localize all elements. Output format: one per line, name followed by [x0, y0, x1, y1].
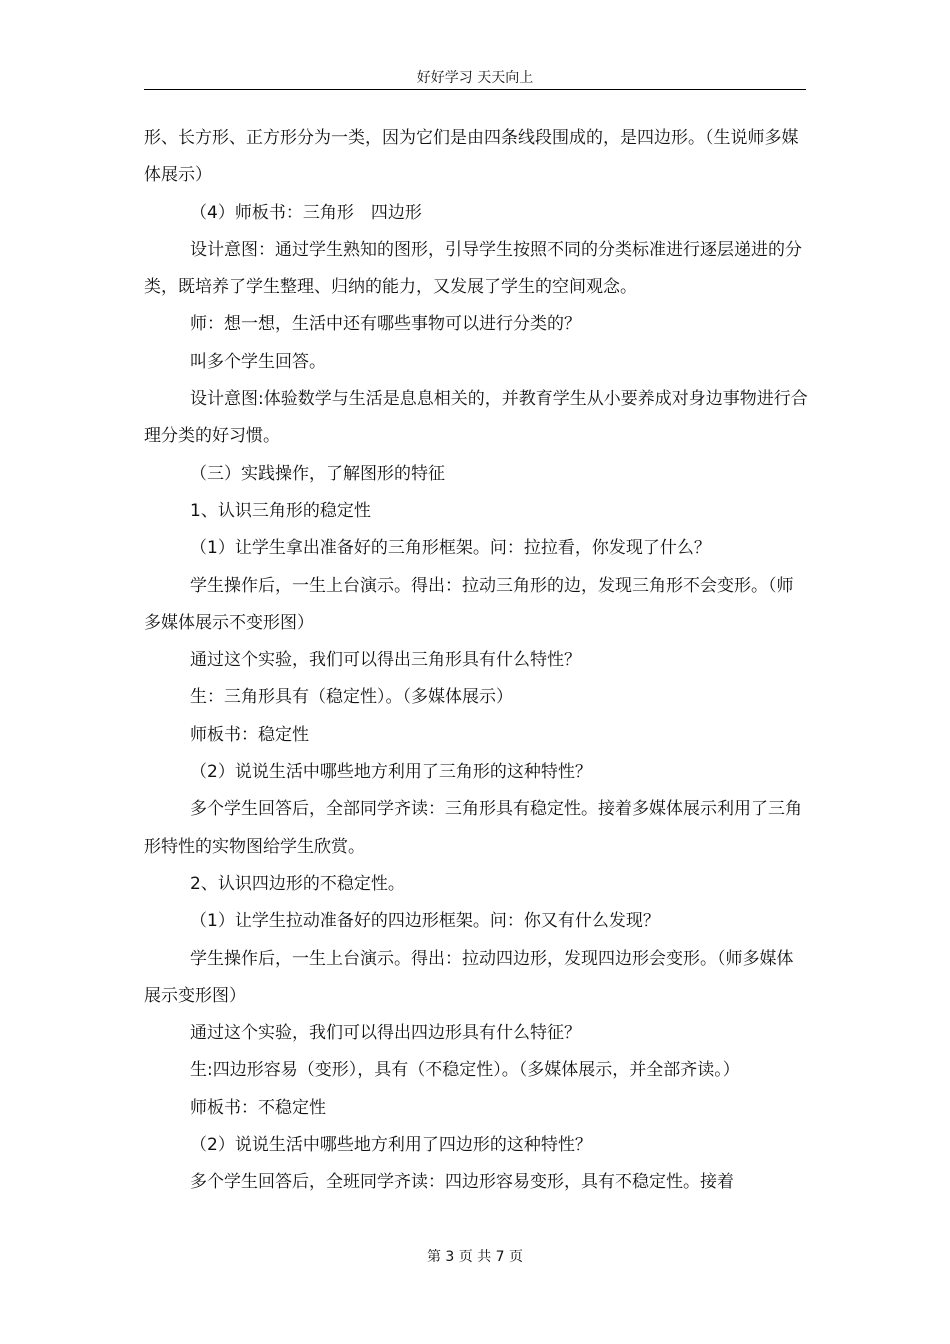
- paragraph: （1）让学生拉动准备好的四边形框架。问：你又有什么发现？: [190, 911, 660, 932]
- paragraph: 学生操作后，一生上台演示。得出：拉动三角形的边，发现三角形不会变形。（师多媒体展示不变形图）: [144, 575, 794, 633]
- paragraph: 师板书：稳定性: [190, 724, 309, 745]
- paragraph: 师板书：不稳定性: [190, 1097, 326, 1118]
- header-divider: [144, 89, 806, 90]
- document-body: [144, 120, 808, 1202]
- paragraph: 多个学生回答后，全班同学齐读：四边形容易变形，具有不稳定性。接着: [190, 1172, 734, 1193]
- subsection-heading: 1、认识三角形的稳定性: [190, 500, 371, 521]
- paragraph: （2）说说生活中哪些地方利用了三角形的这种特性？: [190, 762, 592, 783]
- paragraph: 通过这个实验，我们可以得出三角形具有什么特性？: [190, 650, 581, 671]
- paragraph: （4）师板书：三角形 四边形: [190, 202, 422, 223]
- paragraph: （2）说说生活中哪些地方利用了四边形的这种特性？: [190, 1135, 592, 1156]
- paragraph: 形、长方形、正方形分为一类，因为它们是由四条线段围成的，是四边形。（生说师多媒体展示）: [144, 128, 799, 186]
- paragraph: 叫多个学生回答。: [190, 351, 326, 372]
- page-header: 好好学习 天天向上: [416, 70, 534, 86]
- paragraph: 生：三角形具有（稳定性）。（多媒体展示）: [190, 687, 513, 708]
- paragraph: 师：想一想，生活中还有哪些事物可以进行分类的？: [190, 314, 581, 335]
- section-heading: （三）实践操作，了解图形的特征: [190, 463, 445, 484]
- paragraph: （1）让学生拿出准备好的三角形框架。问：拉拉看，你发现了什么？: [190, 538, 711, 559]
- paragraph: 多个学生回答后，全部同学齐读：三角形具有稳定性。接着多媒体展示利用了三角形特性的实物图给学生欣赏。: [144, 799, 802, 857]
- subsection-heading: 2、认识四边形的不稳定性。: [190, 873, 405, 894]
- paragraph: 通过这个实验，我们可以得出四边形具有什么特征？: [190, 1023, 581, 1044]
- paragraph: 学生操作后，一生上台演示。得出：拉动四边形，发现四边形会变形。（师多媒体展示变形图）: [144, 948, 794, 1006]
- paragraph: 设计意图:体验数学与生活是息息相关的，并教育学生从小要养成对身边事物进行合理分类的好习惯。: [144, 389, 808, 447]
- page-footer: 第 3 页 共 7 页: [426, 1249, 524, 1265]
- paragraph: 设计意图：通过学生熟知的图形，引导学生按照不同的分类标准进行逐层递进的分类，既培养了学生整理、归纳的能力，又发展了学生的空间观念。: [144, 239, 802, 298]
- paragraph: 生:四边形容易（变形），具有（不稳定性）。（多媒体展示，并全部齐读。）: [190, 1060, 740, 1081]
